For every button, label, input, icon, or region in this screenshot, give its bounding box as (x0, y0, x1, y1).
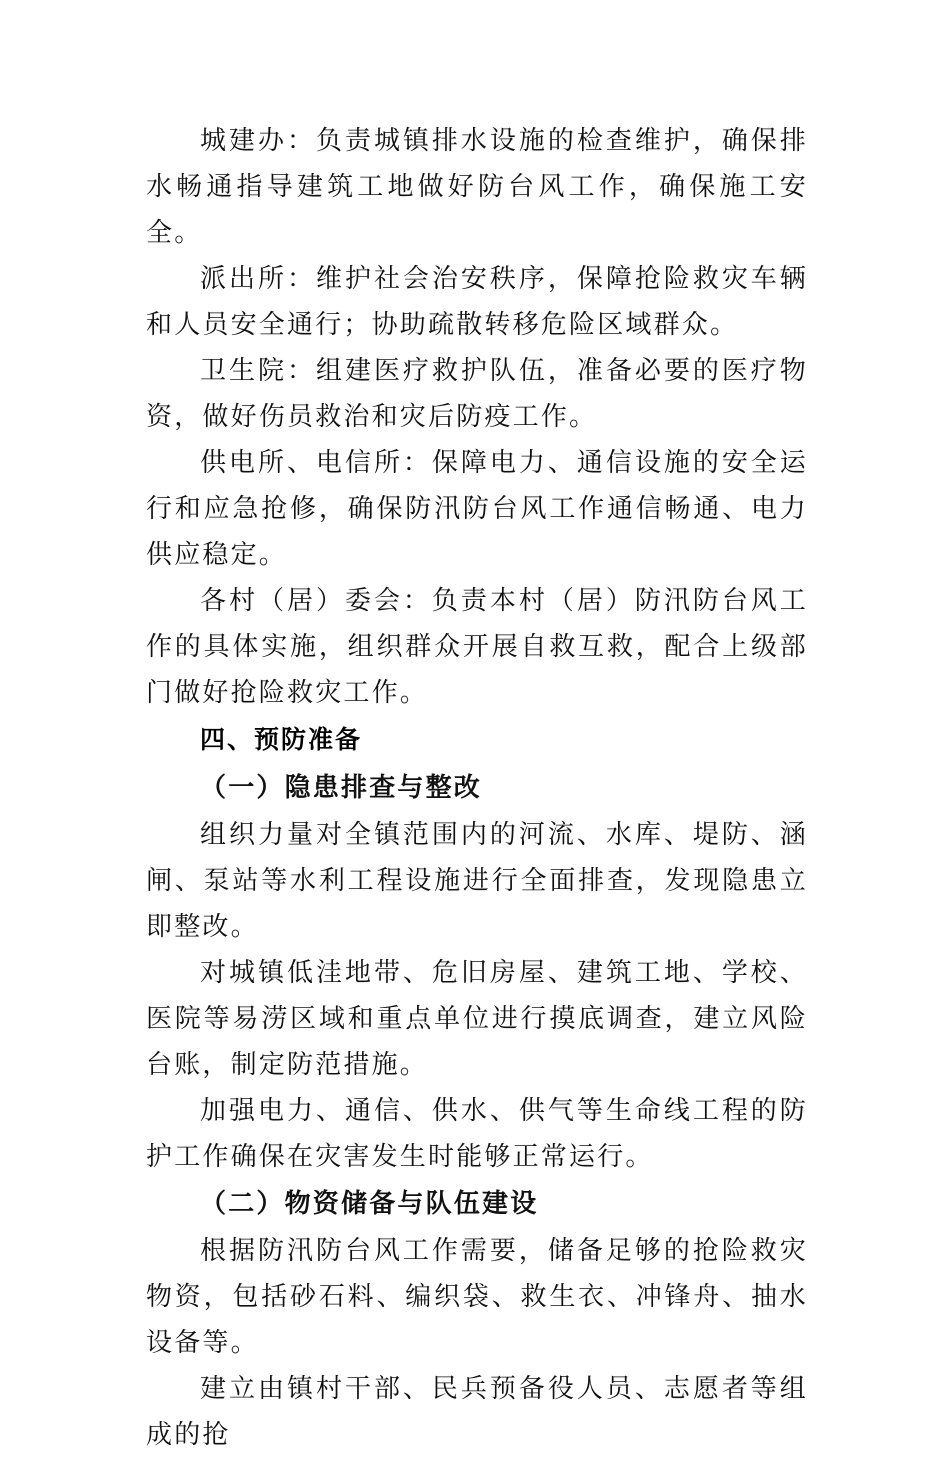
paragraph-water-facilities: 组织力量对全镇范围内的河流、水库、堤防、涵闸、泵站等水利工程设施进行全面排查，发现隐患立即整改。 (146, 820, 808, 942)
paragraph-power-telecom: 供电所、电信所：保障电力、通信设施的安全运行和应急抢修，确保防汛防台风工作通信畅通、电力供应稳定。 (146, 448, 808, 570)
subheading-hazard-inspection: （一）隐患排查与整改 (200, 773, 483, 803)
paragraph-lifeline-projects: 加强电力、通信、供水、供气等生命线工程的防护工作确保在灾害发生时能够正常运行。 (146, 1096, 808, 1172)
document-body (146, 118, 808, 1458)
paragraph-risk-areas: 对城镇低洼地带、危旧房屋、建筑工地、学校、医院等易涝区域和重点单位进行摸底调查，建立风险台账，制定防范措施。 (146, 958, 808, 1080)
section-heading-prevention: 四、预防准备 (200, 725, 363, 754)
paragraph-police-station: 派出所：维护社会治安秩序，保障抢险救灾车辆和人员安全通行；协助疏散转移危险区域群众。 (146, 264, 808, 340)
subheading-materials-teams: （二）物资储备与队伍建设 (200, 1189, 539, 1219)
paragraph-material-reserves: 根据防汛防台风工作需要，储备足够的抢险救灾物资，包括砂石料、编织袋、救生衣、冲锋舟、抽水设备等。 (146, 1236, 808, 1358)
paragraph-rescue-team: 建立由镇村干部、民兵预备役人员、志愿者等组成的抢 (146, 1374, 808, 1450)
paragraph-village-committees: 各村（居）委会：负责本村（居）防汛防台风工作的具体实施，组织群众开展自救互救，配合上级部门做好抢险救灾工作。 (146, 586, 808, 708)
paragraph-urban-construction-office: 城建办：负责城镇排水设施的检查维护，确保排水畅通指导建筑工地做好防台风工作，确保施工安全。 (146, 126, 808, 248)
paragraph-health-center: 卫生院：组建医疗救护队伍，准备必要的医疗物资，做好伤员救治和灾后防疫工作。 (146, 356, 808, 432)
